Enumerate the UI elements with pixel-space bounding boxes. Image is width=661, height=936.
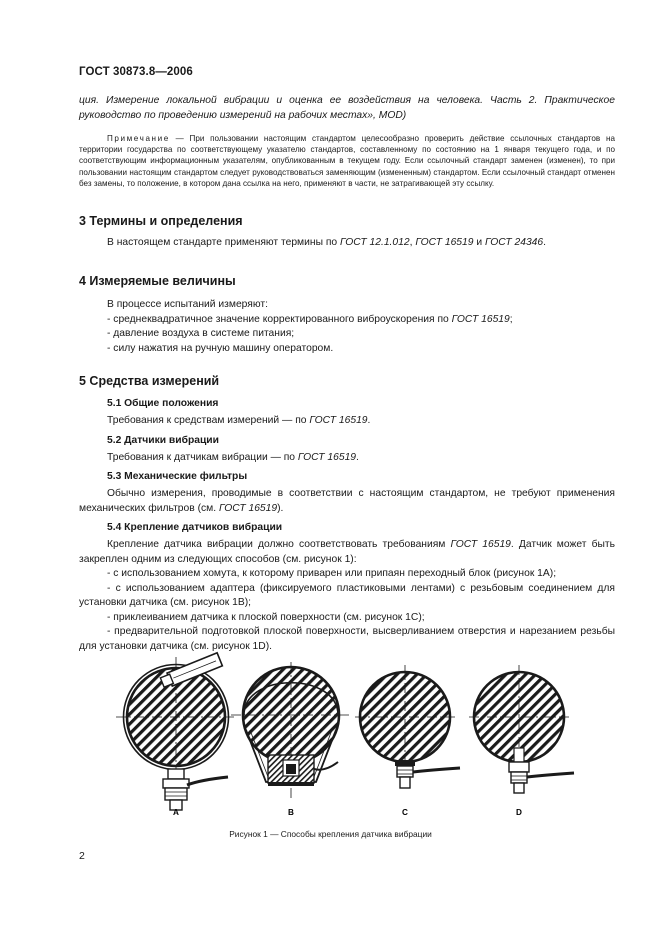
section-3-text: В настоящем стандарте применяют термины по ГОСТ 12.1.012, ГОСТ 16519 и ГОСТ 24346.: [107, 237, 547, 248]
section-5-title: 5 Средства измерений: [79, 374, 220, 388]
note-label: Примечание: [107, 134, 170, 143]
subsection-5-2-text: Требования к датчикам вибрации — по ГОСТ 16519.: [107, 451, 359, 463]
section-4-title: 4 Измеряемые величины: [79, 274, 236, 288]
figure-label-d: D: [516, 808, 522, 817]
figure-1b-adapter-mount: [231, 662, 351, 800]
subsection-5-1-text: Требования к средствам измерений — по ГОСТ 16519.: [107, 415, 371, 426]
subsection-5-3-text: Обычно измерения, проводимые в соответствии с настоящим стандартом, не требуют применения механических фильтров (см. ГОСТ 16519).: [79, 488, 615, 514]
mount-method-3: - приклеиванием датчика к плоской поверхности (см. рисунок 1С);: [107, 611, 425, 623]
mount-method-4: - предварительной подготовкой плоской поверхности, высверливанием отверстия и нарезанием резьбы для установки датчика (см. рисунок 1D).: [79, 626, 615, 652]
mount-method-2: - с использованием адаптера (фиксируемого пластиковыми лентами) с резьбовым соединением для установки датчика (см. рисунок 1В);: [79, 582, 615, 608]
subsection-5-1-title: 5.1 Общие положения: [107, 398, 219, 409]
figure-1a-clamp-mount: [116, 653, 236, 810]
figure-label-c: C: [402, 808, 408, 817]
subsection-5-4-text: Крепление датчика вибрации должно соответствовать требованиям ГОСТ 16519. Датчик может быть закреплен одним из следующих способов (см. рисунок 1):: [79, 539, 615, 565]
figure-label-b: B: [288, 808, 294, 817]
section-3-title: 3 Термины и определения: [79, 214, 243, 228]
section-4-item-3: - силу нажатия на ручную машину оператором.: [107, 342, 334, 354]
note-text: — При пользовании настоящим стандартом целесообразно проверить действие ссылочных стандартов на территории государства по соответствующему указателю стандартов, составленному по состоянию на 1 января текущего года, и по соответствующим информационным указателям, опубликованным в текущем году. Если ссылочный стандарт заменен (изменен), то при пользовании настоящим стандартом следует руководствоваться заменяющим (измененным) стандартом. Если ссылочный стандарт отменен без замены, то положение, в котором дана ссылка на него, применяют в части, не затрагивающей эту ссылку.: [79, 134, 615, 188]
figure-1d-threaded-mount: [469, 665, 574, 793]
document-header: ГОСТ 30873.8—2006: [79, 66, 193, 78]
subsection-5-2-title: 5.2 Датчики вибрации: [107, 434, 219, 446]
subsection-5-3-title: 5.3 Механические фильтры: [107, 471, 248, 482]
reference-continuation: ция. Измерение локальной вибрации и оценка ее воздействия на человека. Часть 2. Практическое руководство по проведению измерений на рабочих местах», MOD): [79, 95, 615, 121]
section-4-lead: В процессе испытаний измеряют:: [107, 299, 268, 310]
figure-caption: Рисунок 1 — Способы крепления датчика вибрации: [229, 829, 432, 839]
section-4-item-2: - давление воздуха в системе питания;: [107, 328, 295, 339]
subsection-5-4-title: 5.4 Крепление датчиков вибрации: [107, 522, 283, 533]
figure-label-a: A: [173, 808, 179, 817]
figure-1c-adhesive-mount: [355, 665, 460, 788]
section-4-item-1: - среднеквадратичное значение корректированного виброускорения по ГОСТ 16519;: [107, 313, 513, 325]
mount-method-1: - с использованием хомута, к которому приварен или припаян переходный блок (рисунок 1А);: [107, 568, 557, 579]
page-number: 2: [79, 850, 85, 862]
